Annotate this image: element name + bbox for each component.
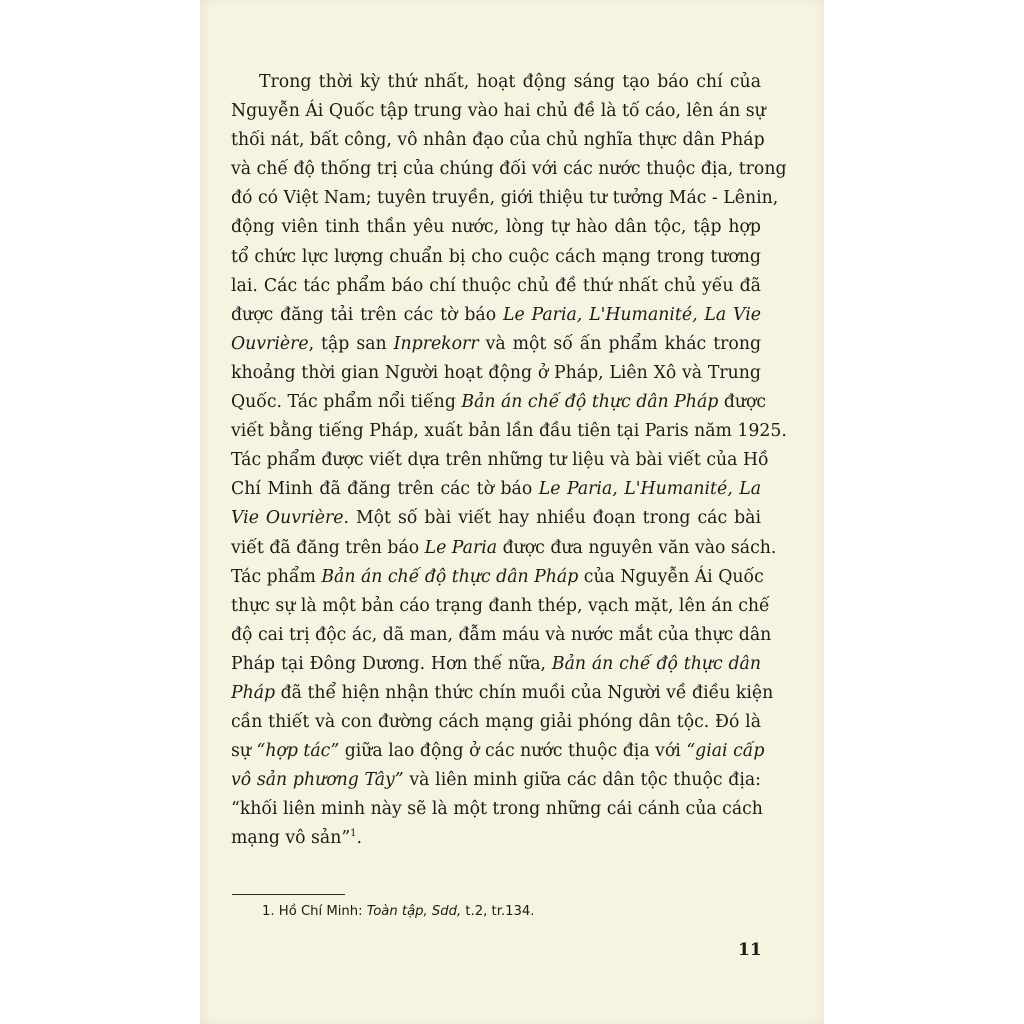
text-line: động viên tinh thần yêu nước, lòng tự hào dân tộc, tập hợp (231, 217, 761, 238)
text-line: thối nát, bất công, vô nhân đạo của chủ nghĩa thực dân Pháp (231, 130, 765, 151)
text-line: Tác phẩm Bản án chế độ thực dân Pháp của Nguyễn Ái Quốc (231, 566, 764, 587)
text-line: Pháp đã thể hiện nhận thức chín muồi của Người về điều kiện (231, 682, 774, 703)
text-line: Tác phẩm được viết dựa trên những tư liệu và bài viết của Hồ (231, 450, 769, 471)
text-line: và chế độ thống trị của chúng đối với các nước thuộc địa, trong (231, 159, 787, 180)
footnote: 1. Hồ Chí Minh: Toàn tập, Sdd, t.2, tr.134. (262, 904, 535, 919)
footnote-divider (232, 894, 345, 895)
text-line: sự “hợp tác” giữa lao động ở các nước thuộc địa với “giai cấp (231, 741, 765, 762)
text-line: tổ chức lực lượng chuẩn bị cho cuộc cách mạng trong tương (231, 246, 761, 267)
text-line: “khối liên minh này sẽ là một trong những cái cánh của cách (231, 799, 763, 820)
text-line: Ouvrière, tập san Inprekorr và một số ấn phẩm khác trong (231, 333, 762, 354)
text-line: viết đã đăng trên báo Le Paria được đưa nguyên văn vào sách. (231, 537, 777, 558)
text-line: mạng vô sản”$^1$. (231, 828, 363, 849)
body-paragraph (231, 68, 787, 854)
text-line: đó có Việt Nam; tuyên truyền, giới thiệu tư tưởng Mác - Lênin, (231, 188, 779, 209)
text-line: độ cai trị độc ác, dã man, đẫm máu và nước mắt của thực dân (231, 624, 772, 645)
footnote-marker: 1 (350, 828, 357, 840)
text-line: Trong thời kỳ thứ nhất, hoạt động sáng tạo báo chí của (259, 72, 761, 92)
text-line: lai. Các tác phẩm báo chí thuộc chủ đề thứ nhất chủ yếu đã (231, 275, 761, 296)
book-page (200, 0, 824, 1024)
text-line: Chí Minh đã đăng trên các tờ báo Le Paria, L'Humanité, La (231, 479, 762, 500)
text-line: Vie Ouvrière. Một số bài viết hay nhiều đoạn trong các bài (231, 508, 761, 529)
text-line: viết bằng tiếng Pháp, xuất bản lần đầu tiên tại Paris năm 1925. (231, 421, 787, 442)
text-line: khoảng thời gian Người hoạt động ở Pháp, Liên Xô và Trung (231, 362, 761, 383)
page-number: 11 (738, 940, 762, 960)
text-line: thực sự là một bản cáo trạng đanh thép, vạch mặt, lên án chế (231, 595, 770, 616)
text-line: Nguyễn Ái Quốc tập trung vào hai chủ đề là tố cáo, lên án sự (231, 101, 766, 122)
text-line: Pháp tại Đông Dương. Hơn thế nữa, Bản án chế độ thực dân (231, 653, 761, 674)
text-line: cần thiết và con đường cách mạng giải phóng dân tộc. Đó là (231, 712, 761, 733)
text-line: vô sản phương Tây” và liên minh giữa các dân tộc thuộc địa: (231, 770, 761, 791)
text-line: Quốc. Tác phẩm nổi tiếng Bản án chế độ thực dân Pháp được (231, 392, 767, 413)
text-line: được đăng tải trên các tờ báo Le Paria, L'Humanité, La Vie (231, 304, 761, 325)
